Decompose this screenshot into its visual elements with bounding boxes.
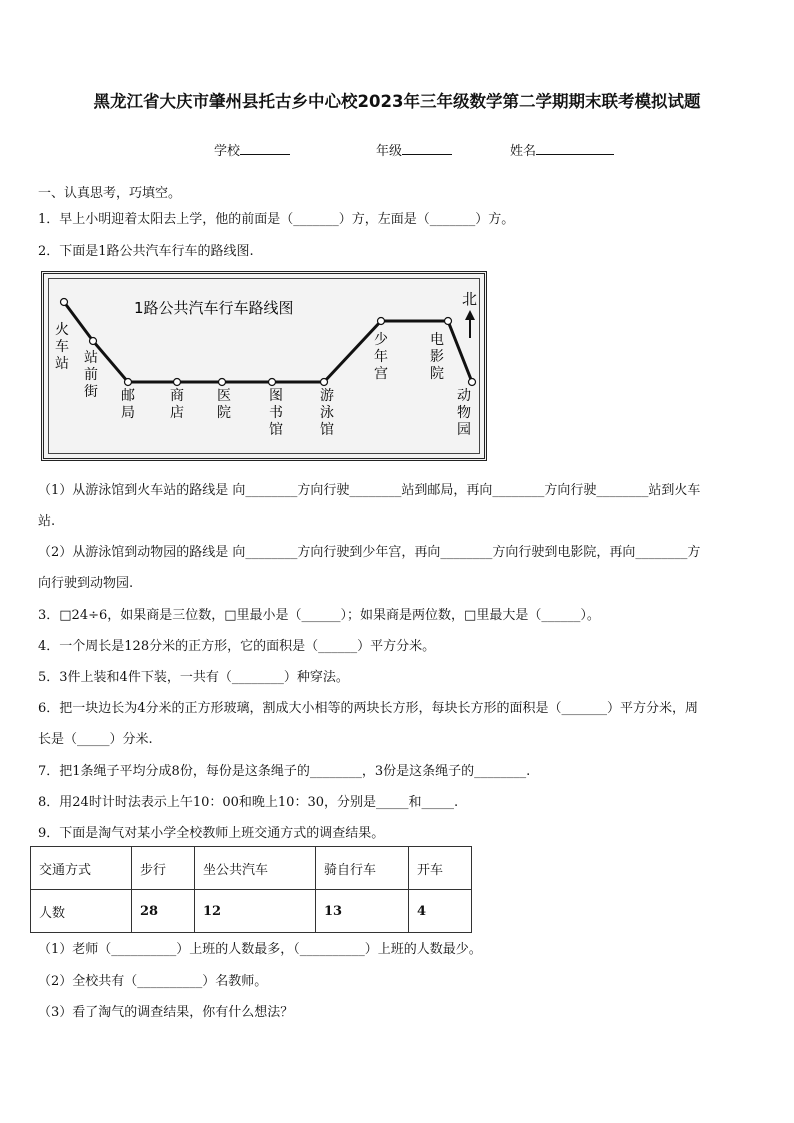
question-4: 4．一个周长是128分米的正方形，它的面积是（______）平方分米。 <box>38 639 436 654</box>
table-cell: 12 <box>195 890 316 933</box>
question-2-1: （1）从游泳馆到火车站的路线是 向________方向行驶________站到邮局，再向________方向行驶________站到火车 <box>38 483 701 498</box>
question-1: 1．早上小明迎着太阳去上学，他的前面是（_______）方，左面是（_______）方。 <box>38 212 515 227</box>
table-cell: 人数 <box>31 890 132 933</box>
station-label: 游泳馆 <box>320 388 334 438</box>
station-label: 医院 <box>217 388 231 421</box>
route-diagram <box>44 274 484 458</box>
question-8: 8．用24时计时法表示上午10：00和晚上10：30，分别是_____和_____. <box>38 795 459 810</box>
question-2-2: （2）从游泳馆到动物园的路线是 向________方向行驶到少年宫，再向________方向行驶到电影院，再向________方 <box>38 545 701 560</box>
question-9-1: （1）老师（__________）上班的人数最多，（__________）上班的人数最少。 <box>38 942 482 957</box>
station-label: 火车站 <box>55 322 69 372</box>
question-6-cont: 长是（_____）分米. <box>38 732 153 747</box>
grade-field <box>376 140 452 159</box>
question-9-3: （3）看了淘气的调查结果，你有什么想法？ <box>38 1005 294 1020</box>
table-cell: 开车 <box>409 847 472 890</box>
question-9: 9．下面是淘气对某小学全校教师上班交通方式的调查结果。 <box>38 826 385 841</box>
station-label: 图书馆 <box>269 388 283 438</box>
table-cell: 13 <box>316 890 409 933</box>
question-6: 6．把一块边长为4分米的正方形玻璃，割成大小相等的两块长方形，每块长方形的面积是（_______）平方分米，周 <box>38 701 699 716</box>
question-5: 5．3件上装和4件下装，一共有（________）种穿法。 <box>38 670 349 685</box>
school-field <box>214 140 290 159</box>
station-label: 少年宫 <box>374 332 388 382</box>
question-9-2: （2）全校共有（__________）名教师。 <box>38 974 268 989</box>
bus-route-map <box>41 271 487 461</box>
station-label: 邮局 <box>121 388 135 421</box>
section-heading: 一、认真思考，巧填空。 <box>38 186 182 201</box>
station-label: 商店 <box>170 388 184 421</box>
table-cell: 4 <box>409 890 472 933</box>
table-cell: 坐公共汽车 <box>195 847 316 890</box>
survey-table <box>30 846 472 933</box>
station-label: 站前街 <box>84 350 98 400</box>
page-title: 黑龙江省大庆市肇州县托古乡中心校2023年三年级数学第二学期期末联考模拟试题 <box>93 92 701 111</box>
question-3: 3．□24÷6，如果商是三位数，□里最小是（______）；如果商是两位数，□里最大是（______）。 <box>38 608 600 623</box>
question-7: 7．把1条绳子平均分成8份，每份是这条绳子的________，3份是这条绳子的________. <box>38 764 531 779</box>
grade-label: 年级 <box>376 144 403 159</box>
station-label: 电影院 <box>430 332 444 382</box>
question-2-1-cont: 站. <box>38 514 56 529</box>
north-label: 北 <box>462 290 478 308</box>
station-label: 动物园 <box>457 388 471 438</box>
table-cell: 交通方式 <box>31 847 132 890</box>
table-cell: 骑自行车 <box>316 847 409 890</box>
map-title: 1路公共汽车行车路线图 <box>134 299 294 317</box>
school-label: 学校 <box>214 144 241 159</box>
question-2: 2．下面是1路公共汽车行车的路线图. <box>38 244 254 259</box>
name-field <box>510 140 614 159</box>
name-label: 姓名 <box>510 144 537 159</box>
table-row <box>31 847 472 890</box>
table-cell: 28 <box>132 890 195 933</box>
table-row <box>31 890 472 933</box>
table-cell: 步行 <box>132 847 195 890</box>
question-2-2-cont: 向行驶到动物园. <box>38 576 134 591</box>
station-labels <box>55 322 471 438</box>
